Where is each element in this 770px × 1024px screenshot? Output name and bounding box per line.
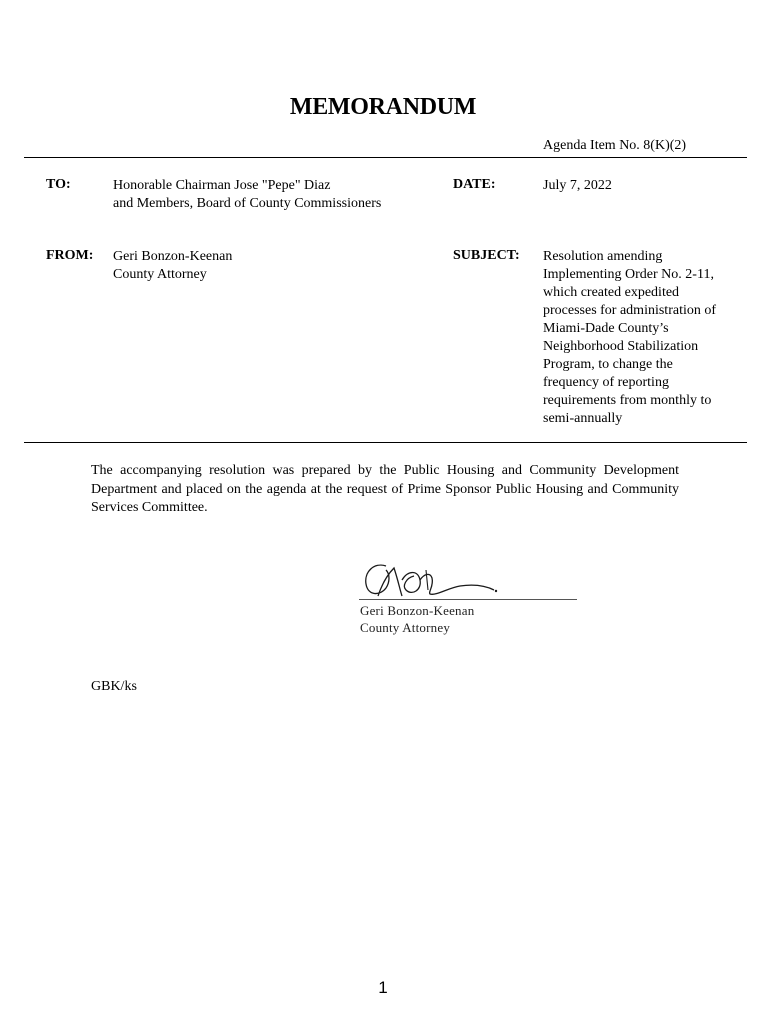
subject-line: processes for administration of xyxy=(543,303,717,318)
date-value: July 7, 2022 xyxy=(543,178,612,193)
from-label: FROM: xyxy=(46,248,94,263)
date-label: DATE: xyxy=(453,177,496,192)
subject-line: which created expedited xyxy=(543,285,680,300)
to-label: TO: xyxy=(46,177,71,192)
to-line-2: and Members, Board of County Commissioners xyxy=(113,195,382,211)
to-recipient xyxy=(113,177,381,212)
subject-line: Miami-Dade County’s xyxy=(543,321,669,336)
signature-block xyxy=(360,602,474,636)
subject-line: Resolution amending xyxy=(543,249,663,264)
subject-line: Program, to change the xyxy=(543,357,673,372)
from-sender xyxy=(113,248,232,283)
agenda-item-number: Agenda Item No. 8(K)(2) xyxy=(543,138,687,153)
handwritten-signature xyxy=(356,556,516,604)
subject-line: semi-annually xyxy=(543,411,623,426)
subject-line: requirements from monthly to xyxy=(543,393,712,408)
subject-line: Implementing Order No. 2-11, xyxy=(543,267,714,282)
subject-line: frequency of reporting xyxy=(543,375,669,390)
signature-line xyxy=(359,599,577,600)
from-line-1: Geri Bonzon-Keenan xyxy=(113,249,233,264)
page-number: 1 xyxy=(378,978,388,997)
signatory-name: Geri Bonzon-Keenan xyxy=(360,603,475,618)
typist-initials: GBK/ks xyxy=(91,679,137,694)
to-line-1: Honorable Chairman Jose "Pepe" Diaz xyxy=(113,178,331,193)
subject-label: SUBJECT: xyxy=(453,248,520,263)
header-top-divider xyxy=(24,157,747,158)
from-line-2: County Attorney xyxy=(113,266,207,282)
body-paragraph: The accompanying resolution was prepared by the Public Housing and Community Development Department and placed on the agenda at the request of Prime Sponsor Public Housing and Community Services Committee. xyxy=(91,463,679,515)
memo-title: MEMORANDUM xyxy=(289,94,477,120)
subject-line: Neighborhood Stabilization xyxy=(543,339,699,354)
subject-text xyxy=(543,248,743,428)
signatory-title: County Attorney xyxy=(360,620,451,635)
header-bottom-divider xyxy=(24,442,747,443)
